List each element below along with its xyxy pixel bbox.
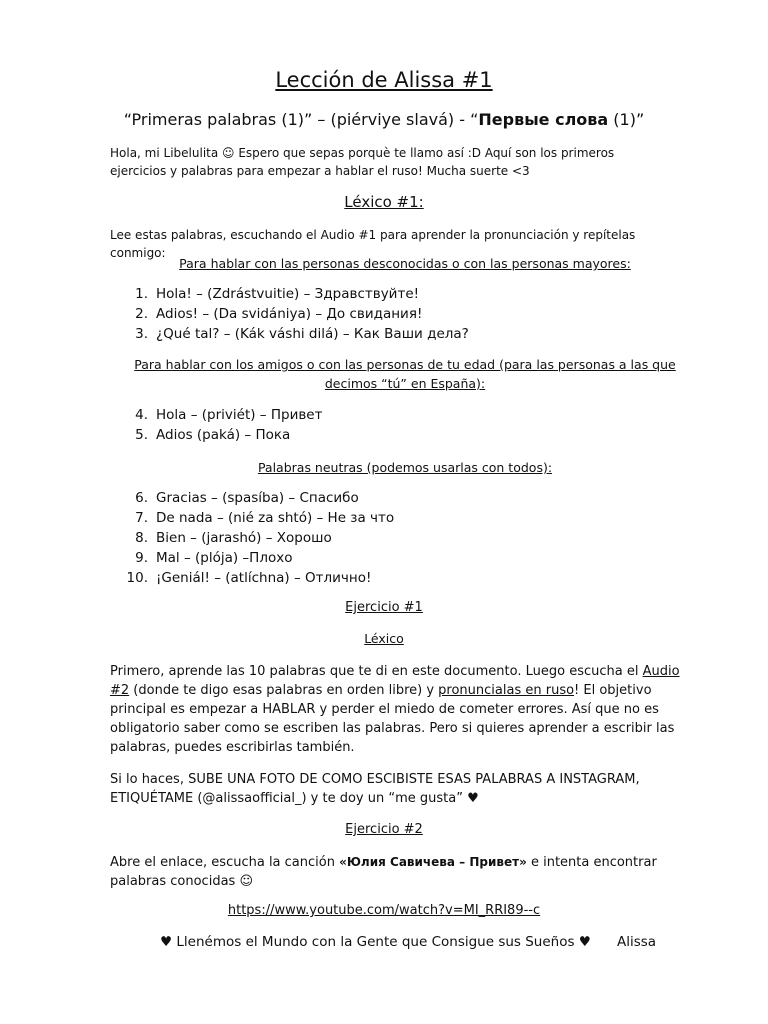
section1-heading: Para hablar con las personas desconocidas o con las personas mayores: — [179, 256, 631, 271]
section3-word-list — [110, 488, 394, 588]
item-text: De nada – (nié za shtó) – Не за что — [156, 510, 395, 526]
page-title: Lección de Alissa #1 — [275, 68, 493, 92]
item-text: Adios (paká) – Пока — [156, 427, 291, 443]
ejercicio1-subheading: Léxico — [364, 631, 404, 646]
paragraph-text: e intenta encontrar palabras conocidas ☺ — [110, 855, 657, 889]
item-number: 8. — [135, 530, 148, 546]
section1-word-list — [110, 284, 469, 344]
intro-paragraph: Hola, mi Libelulita ☺ Espero que sepas porquè te llamo así :D Aquí son los primeros ejercicios y palabras para empezar a hablar el ruso! Mucha suerte <3 — [110, 146, 615, 178]
list-item — [110, 405, 322, 425]
item-number: 6. — [135, 490, 148, 506]
item-number: 7. — [135, 510, 148, 526]
ejercicio1-instagram-paragraph: Si lo haces, SUBE UNA FOTO DE COMO ESCIBISTE ESAS PALABRAS A INSTAGRAM, ETIQUÉTAME (@alissaofficial_) y te doy un “me gusta” ♥ — [110, 772, 640, 806]
item-text: Hola! – (Zdrástvuitie) – Здравствуйте! — [156, 286, 420, 302]
item-text: Mal – (plója) –Плохо — [156, 550, 293, 566]
item-number: 3. — [135, 326, 148, 342]
item-text: Adios! – (Da svidániya) – До свидания! — [156, 306, 423, 322]
paragraph-text: ! El objetivo principal es empezar a HABLAR y perder el miedo de cometer errores. Así que — [110, 683, 652, 717]
item-text: ¡Geniál! – (atlíchna) – Отлично! — [156, 570, 372, 586]
item-number: 2. — [135, 306, 148, 322]
item-number: 1. — [135, 286, 148, 302]
list-item — [110, 528, 394, 548]
lexico-heading: Léxico #1: — [344, 193, 424, 211]
list-item — [110, 488, 394, 508]
item-number: 4. — [135, 407, 148, 423]
item-number: 5. — [135, 427, 148, 443]
list-item — [110, 425, 322, 445]
ejercicio2-paragraph — [110, 853, 700, 891]
list-item — [110, 548, 394, 568]
paragraph-text: Primero, aprende las 10 palabras que te di en este documento. Luego escucha el — [110, 664, 643, 679]
song-title: «Юлия Савичева – Привет» — [339, 855, 527, 869]
lexico-instruction: Lee estas palabras, escuchando el Audio #1 para aprender la pronunciación y repítelas conmigo: — [110, 228, 636, 260]
emphasis-text: no es obligatorio — [110, 702, 659, 736]
paragraph-text: saber como se escriben las palabras. Pero si quieres aprender a escribir las palabras, puedes escribirlas también. — [110, 721, 675, 755]
item-text: Gracias – (spasíba) – Спасибо — [156, 490, 359, 506]
item-text: ¿Qué tal? – (Kák váshi dilá) – Как Ваши дела? — [156, 326, 469, 342]
section2-word-list — [110, 405, 322, 445]
pronunciation-link[interactable]: pronuncialas en ruso — [438, 683, 575, 698]
item-number: 10. — [126, 570, 148, 586]
ejercicio2-heading: Ejercicio #2 — [345, 822, 423, 837]
youtube-link[interactable]: https://www.youtube.com/watch?v=MI_RRI89--c — [227, 903, 541, 918]
subtitle-russian: Первые слова — [478, 110, 609, 129]
section2-heading: Para hablar con los amigos o con las personas de tu edad (para las personas a las que decimos “tú” en España): — [134, 357, 676, 391]
ejercicio1-heading: Ejercicio #1 — [345, 600, 423, 615]
item-text: Bien – (jarashó) – Хорошо — [156, 530, 332, 546]
footer-signature: Alissa — [617, 934, 657, 950]
list-item — [110, 568, 394, 588]
footer-motto: ♥ Llenémos el Mundo con la Gente que Consigue sus Sueños ♥ — [160, 934, 591, 950]
item-number: 9. — [135, 550, 148, 566]
paragraph-text: (donde te digo esas palabras en orden libre) y — [129, 683, 439, 698]
paragraph-text: Abre el enlace, escucha la canción — [110, 855, 340, 870]
list-item — [110, 284, 469, 304]
footer — [160, 934, 720, 950]
section3-heading: Palabras neutras (podemos usarlas con todos): — [257, 460, 553, 475]
item-text: Hola – (priviét) – Привет — [156, 407, 323, 423]
subtitle-prefix: “Primeras palabras (1)” – (piérviye slavá) - “ — [123, 110, 479, 129]
ejercicio1-paragraph — [110, 662, 700, 757]
list-item — [110, 508, 394, 528]
list-item — [110, 324, 469, 344]
list-item — [110, 304, 469, 324]
lesson-subtitle — [0, 110, 768, 129]
subtitle-suffix: (1)” — [608, 110, 645, 129]
audio-2-link[interactable]: Audio #2 — [110, 664, 680, 698]
youtube-link-row — [0, 903, 768, 918]
